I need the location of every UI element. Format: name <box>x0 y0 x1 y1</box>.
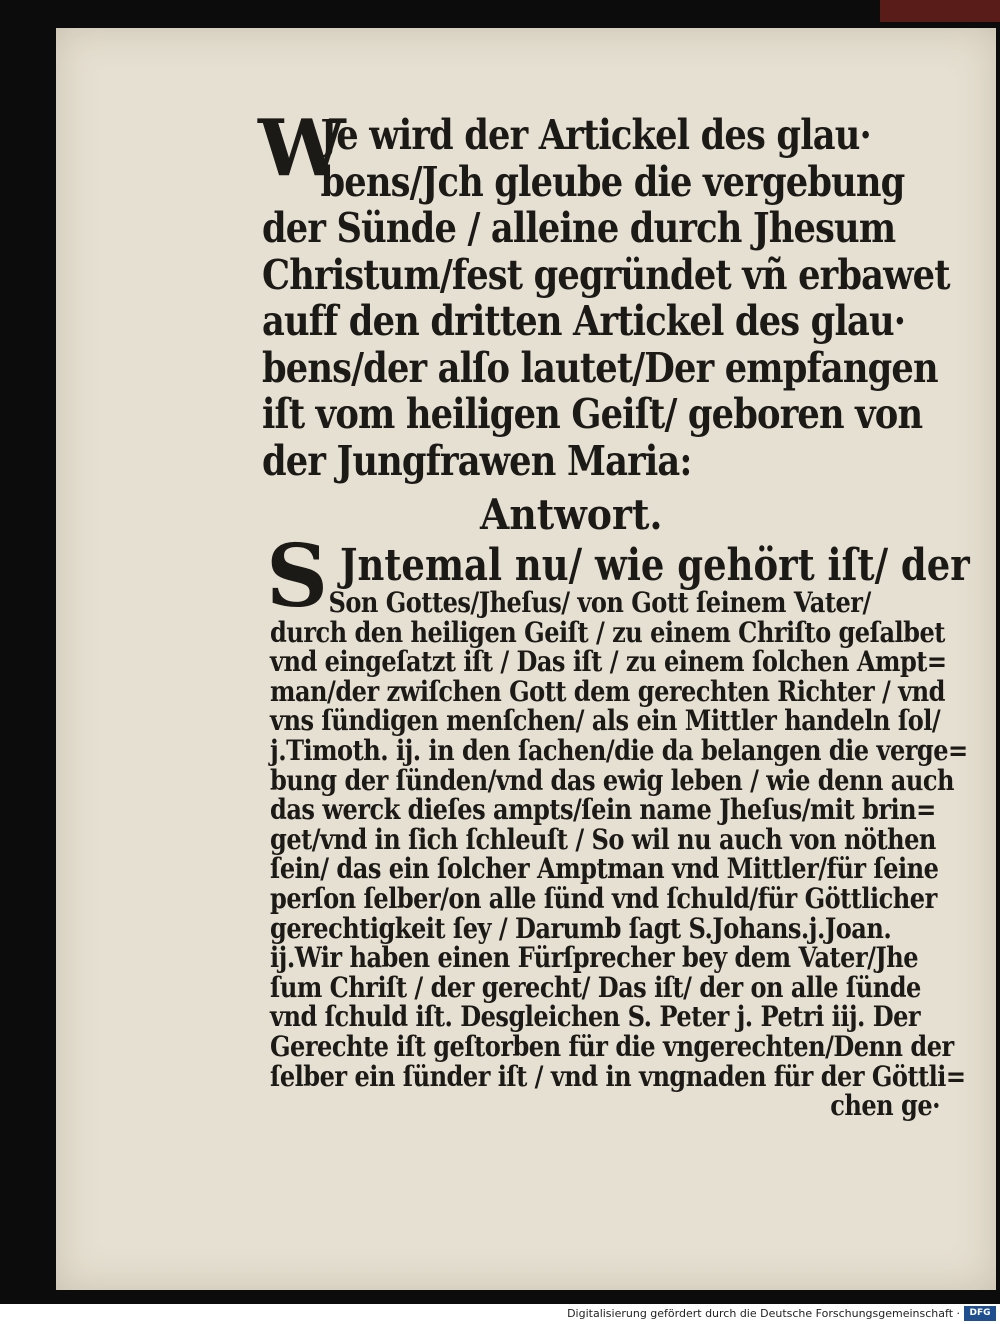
answer-line: ſelber ein ſünder iſt / vnd in vngnaden für der Göttli= <box>270 1059 966 1093</box>
answer-line: vnd eingeſatzt iſt / Das iſt / zu einem ſolchen Ampt= <box>270 645 947 679</box>
funding-credit: Digitalisierung gefördert durch die Deutsche Forschungsgemeinschaft · <box>567 1307 960 1320</box>
answer-paragraph <box>270 586 968 1123</box>
answer-line: man/der zwiſchen Gott dem gerechten Richter / vnd <box>270 674 945 708</box>
dropcap-w: W <box>258 103 346 194</box>
question-line: der Sünde / alleine durch Jhesum <box>262 204 896 252</box>
footer-bar <box>0 1304 1000 1324</box>
question-paragraph <box>258 103 950 485</box>
question-line: iſt vom heiligen Geiſt/ geboren von <box>262 390 923 438</box>
question-line: bens/Jch gleube die vergebung <box>320 157 905 206</box>
answer-line: ſein/ das ein ſolcher Amptman vnd Mittler/für ſeine <box>270 852 939 886</box>
answer-line: ſum Chriſt / der gerecht/ Das iſt/ der on alle ſünde <box>270 970 921 1004</box>
answer-line: ij.Wir haben einen Fürſprecher bey dem Vater/Jhe <box>270 941 919 975</box>
question-line: Je wird der Artickel des glau· <box>320 111 871 159</box>
question-line: Christum/fest gegründet vñ erbawet <box>262 250 950 299</box>
answer-heading: Antwort. <box>480 490 663 539</box>
answer-line: get/vnd in ſich ſchleuſt / So wil nu auch von nöthen <box>270 822 936 856</box>
question-line: bens/der alſo lautet/Der empfangen <box>262 343 938 392</box>
answer-line: perſon ſelber/on alle ſünd vnd ſchuld/für Göttlicher <box>270 881 937 915</box>
answer-line: Son Gottes/Jheſus/ von Gott ſeinem Vater/ <box>328 586 871 619</box>
dfg-logo: DFG <box>964 1306 996 1321</box>
answer-line: das werck dieſes ampts/ſein name Jheſus/mit brin= <box>270 793 936 827</box>
question-line: der Jungfrawen Maria: <box>262 436 692 485</box>
answer-first-line: Jntemal nu/ wie gehört iſt/ der <box>340 540 970 591</box>
answer-line: Gerechte iſt geſtorben für die vngerechten/Denn der <box>270 1029 954 1063</box>
answer-line: bung der ſünden/vnd das ewig leben / wie denn auch <box>270 763 954 797</box>
catchword-line: chen ge· <box>830 1089 940 1123</box>
answer-line: vnd ſchuld iſt. Desgleichen S. Peter j. Petri iij. Der <box>270 1000 921 1034</box>
answer-line: vns ſündigen menſchen/ als ein Mittler handeln ſol/ <box>270 704 941 738</box>
question-line: auff den dritten Artickel des glau· <box>262 297 906 345</box>
dropcap-s: S <box>266 526 329 627</box>
answer-line: durch den heiligen Geiſt / zu einem Chriſto geſalbet <box>270 615 945 649</box>
answer-line: j.Timoth. ij. in den ſachen/die da belangen die verge= <box>270 733 968 767</box>
book-cover-edge <box>880 0 1000 22</box>
answer-line: gerechtigkeit ſey / Darumb ſagt S.Johans.j.Joan. <box>270 911 892 945</box>
